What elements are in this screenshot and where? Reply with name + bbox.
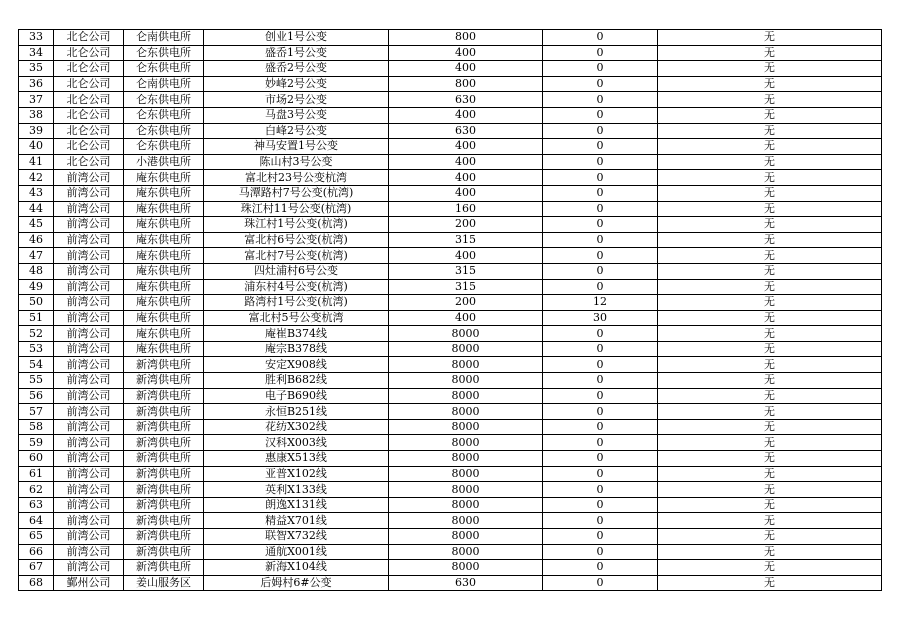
transformer-name-cell: 汉科X003线 <box>204 435 389 451</box>
capacity-cell: 400 <box>389 107 543 123</box>
company-cell: 前湾公司 <box>54 326 124 342</box>
row-number-cell: 59 <box>19 435 54 451</box>
company-cell: 前湾公司 <box>54 341 124 357</box>
transformer-name-cell: 庵崔B374线 <box>204 326 389 342</box>
capacity-cell: 630 <box>389 575 543 591</box>
value-cell: 0 <box>543 201 658 217</box>
value-cell: 0 <box>543 185 658 201</box>
remark-cell: 无 <box>658 435 882 451</box>
row-number-cell: 58 <box>19 419 54 435</box>
capacity-cell: 8000 <box>389 341 543 357</box>
table-row <box>19 388 882 404</box>
row-number-cell: 52 <box>19 326 54 342</box>
capacity-cell: 800 <box>389 76 543 92</box>
company-cell: 前湾公司 <box>54 513 124 529</box>
table-row <box>19 30 882 46</box>
value-cell: 0 <box>543 544 658 560</box>
table-row <box>19 76 882 92</box>
row-number-cell: 44 <box>19 201 54 217</box>
table-row <box>19 513 882 529</box>
row-number-cell: 40 <box>19 139 54 155</box>
table-row <box>19 341 882 357</box>
station-cell: 新湾供电所 <box>124 373 204 389</box>
table-row <box>19 139 882 155</box>
company-cell: 前湾公司 <box>54 373 124 389</box>
company-cell: 前湾公司 <box>54 170 124 186</box>
station-cell: 新湾供电所 <box>124 466 204 482</box>
table-row <box>19 248 882 264</box>
transformer-name-cell: 英利X133线 <box>204 482 389 498</box>
transformer-name-cell: 后姆村6#公变 <box>204 575 389 591</box>
value-cell: 0 <box>543 170 658 186</box>
capacity-cell: 160 <box>389 201 543 217</box>
remark-cell: 无 <box>658 419 882 435</box>
company-cell: 前湾公司 <box>54 279 124 295</box>
transformer-name-cell: 富北村23号公变杭湾 <box>204 170 389 186</box>
company-cell: 前湾公司 <box>54 482 124 498</box>
table-row <box>19 185 882 201</box>
table-row <box>19 154 882 170</box>
table-row <box>19 435 882 451</box>
transformer-name-cell: 联智X732线 <box>204 529 389 545</box>
remark-cell: 无 <box>658 217 882 233</box>
row-number-cell: 54 <box>19 357 54 373</box>
transformer-name-cell: 盛岙1号公变 <box>204 45 389 61</box>
station-cell: 仑东供电所 <box>124 45 204 61</box>
row-number-cell: 63 <box>19 497 54 513</box>
transformer-name-cell: 浦东村4号公变(杭湾) <box>204 279 389 295</box>
capacity-cell: 400 <box>389 45 543 61</box>
value-cell: 0 <box>543 482 658 498</box>
data-table <box>18 29 882 591</box>
transformer-name-cell: 永恒B251线 <box>204 404 389 420</box>
remark-cell: 无 <box>658 357 882 373</box>
table-row <box>19 357 882 373</box>
station-cell: 小港供电所 <box>124 154 204 170</box>
capacity-cell: 400 <box>389 154 543 170</box>
capacity-cell: 8000 <box>389 357 543 373</box>
table-row <box>19 232 882 248</box>
row-number-cell: 35 <box>19 61 54 77</box>
value-cell: 0 <box>543 513 658 529</box>
company-cell: 前湾公司 <box>54 497 124 513</box>
value-cell: 0 <box>543 248 658 264</box>
table-row <box>19 295 882 311</box>
remark-cell: 无 <box>658 575 882 591</box>
row-number-cell: 60 <box>19 451 54 467</box>
table-body <box>19 30 882 591</box>
transformer-name-cell: 神马安置1号公变 <box>204 139 389 155</box>
value-cell: 0 <box>543 279 658 295</box>
value-cell: 0 <box>543 263 658 279</box>
transformer-name-cell: 路湾村1号公变(杭湾) <box>204 295 389 311</box>
company-cell: 前湾公司 <box>54 263 124 279</box>
station-cell: 庵东供电所 <box>124 279 204 295</box>
transformer-name-cell: 电子B690线 <box>204 388 389 404</box>
table-row <box>19 45 882 61</box>
transformer-name-cell: 富北村7号公变(杭湾) <box>204 248 389 264</box>
station-cell: 庵东供电所 <box>124 326 204 342</box>
row-number-cell: 42 <box>19 170 54 186</box>
station-cell: 庵东供电所 <box>124 248 204 264</box>
company-cell: 前湾公司 <box>54 404 124 420</box>
station-cell: 仑东供电所 <box>124 123 204 139</box>
company-cell: 北仑公司 <box>54 107 124 123</box>
capacity-cell: 800 <box>389 30 543 46</box>
row-number-cell: 66 <box>19 544 54 560</box>
transformer-name-cell: 妙峰2号公变 <box>204 76 389 92</box>
station-cell: 新湾供电所 <box>124 435 204 451</box>
company-cell: 前湾公司 <box>54 295 124 311</box>
row-number-cell: 34 <box>19 45 54 61</box>
value-cell: 30 <box>543 310 658 326</box>
capacity-cell: 315 <box>389 279 543 295</box>
station-cell: 仑东供电所 <box>124 92 204 108</box>
table-row <box>19 170 882 186</box>
transformer-name-cell: 市场2号公变 <box>204 92 389 108</box>
row-number-cell: 57 <box>19 404 54 420</box>
company-cell: 前湾公司 <box>54 435 124 451</box>
table-row <box>19 466 882 482</box>
value-cell: 0 <box>543 497 658 513</box>
company-cell: 前湾公司 <box>54 560 124 576</box>
remark-cell: 无 <box>658 76 882 92</box>
transformer-name-cell: 庵宗B378线 <box>204 341 389 357</box>
station-cell: 仑东供电所 <box>124 139 204 155</box>
value-cell: 0 <box>543 373 658 389</box>
table-row <box>19 497 882 513</box>
remark-cell: 无 <box>658 388 882 404</box>
table-row <box>19 560 882 576</box>
capacity-cell: 400 <box>389 185 543 201</box>
company-cell: 北仑公司 <box>54 30 124 46</box>
remark-cell: 无 <box>658 482 882 498</box>
table-row <box>19 279 882 295</box>
remark-cell: 无 <box>658 154 882 170</box>
remark-cell: 无 <box>658 295 882 311</box>
remark-cell: 无 <box>658 279 882 295</box>
transformer-name-cell: 白峰2号公变 <box>204 123 389 139</box>
capacity-cell: 8000 <box>389 435 543 451</box>
transformer-name-cell: 安定X908线 <box>204 357 389 373</box>
company-cell: 鄞州公司 <box>54 575 124 591</box>
row-number-cell: 61 <box>19 466 54 482</box>
value-cell: 0 <box>543 217 658 233</box>
capacity-cell: 8000 <box>389 373 543 389</box>
station-cell: 仑东供电所 <box>124 107 204 123</box>
transformer-name-cell: 富北村6号公变(杭湾) <box>204 232 389 248</box>
remark-cell: 无 <box>658 107 882 123</box>
station-cell: 新湾供电所 <box>124 560 204 576</box>
capacity-cell: 200 <box>389 217 543 233</box>
row-number-cell: 55 <box>19 373 54 389</box>
value-cell: 0 <box>543 357 658 373</box>
row-number-cell: 41 <box>19 154 54 170</box>
company-cell: 前湾公司 <box>54 419 124 435</box>
transformer-name-cell: 四灶浦村6号公变 <box>204 263 389 279</box>
capacity-cell: 8000 <box>389 451 543 467</box>
table-row <box>19 419 882 435</box>
remark-cell: 无 <box>658 139 882 155</box>
value-cell: 0 <box>543 61 658 77</box>
station-cell: 庵东供电所 <box>124 217 204 233</box>
remark-cell: 无 <box>658 45 882 61</box>
row-number-cell: 50 <box>19 295 54 311</box>
table-row <box>19 451 882 467</box>
capacity-cell: 400 <box>389 310 543 326</box>
transformer-name-cell: 珠江村1号公变(杭湾) <box>204 217 389 233</box>
table-row <box>19 123 882 139</box>
company-cell: 北仑公司 <box>54 45 124 61</box>
row-number-cell: 45 <box>19 217 54 233</box>
table-row <box>19 482 882 498</box>
station-cell: 新湾供电所 <box>124 482 204 498</box>
value-cell: 0 <box>543 76 658 92</box>
value-cell: 0 <box>543 451 658 467</box>
table-row <box>19 107 882 123</box>
capacity-cell: 200 <box>389 295 543 311</box>
company-cell: 前湾公司 <box>54 201 124 217</box>
table-row <box>19 310 882 326</box>
station-cell: 姜山服务区 <box>124 575 204 591</box>
value-cell: 12 <box>543 295 658 311</box>
remark-cell: 无 <box>658 373 882 389</box>
remark-cell: 无 <box>658 263 882 279</box>
remark-cell: 无 <box>658 170 882 186</box>
table-row <box>19 575 882 591</box>
transformer-name-cell: 惠康X513线 <box>204 451 389 467</box>
company-cell: 前湾公司 <box>54 388 124 404</box>
row-number-cell: 65 <box>19 529 54 545</box>
transformer-name-cell: 新海X104线 <box>204 560 389 576</box>
value-cell: 0 <box>543 341 658 357</box>
capacity-cell: 400 <box>389 61 543 77</box>
station-cell: 庵东供电所 <box>124 170 204 186</box>
value-cell: 0 <box>543 45 658 61</box>
value-cell: 0 <box>543 466 658 482</box>
row-number-cell: 64 <box>19 513 54 529</box>
company-cell: 北仑公司 <box>54 123 124 139</box>
remark-cell: 无 <box>658 404 882 420</box>
station-cell: 仑南供电所 <box>124 30 204 46</box>
row-number-cell: 67 <box>19 560 54 576</box>
transformer-name-cell: 珠江村11号公变(杭湾) <box>204 201 389 217</box>
capacity-cell: 8000 <box>389 482 543 498</box>
transformer-name-cell: 富北村5号公变杭湾 <box>204 310 389 326</box>
company-cell: 北仑公司 <box>54 61 124 77</box>
company-cell: 北仑公司 <box>54 139 124 155</box>
value-cell: 0 <box>543 404 658 420</box>
capacity-cell: 8000 <box>389 560 543 576</box>
table-row <box>19 404 882 420</box>
remark-cell: 无 <box>658 30 882 46</box>
capacity-cell: 8000 <box>389 388 543 404</box>
capacity-cell: 8000 <box>389 529 543 545</box>
station-cell: 庵东供电所 <box>124 263 204 279</box>
remark-cell: 无 <box>658 451 882 467</box>
capacity-cell: 8000 <box>389 513 543 529</box>
remark-cell: 无 <box>658 513 882 529</box>
capacity-cell: 400 <box>389 248 543 264</box>
row-number-cell: 53 <box>19 341 54 357</box>
station-cell: 新湾供电所 <box>124 419 204 435</box>
remark-cell: 无 <box>658 497 882 513</box>
transformer-name-cell: 陈山村3号公变 <box>204 154 389 170</box>
station-cell: 仑东供电所 <box>124 61 204 77</box>
value-cell: 0 <box>543 560 658 576</box>
value-cell: 0 <box>543 575 658 591</box>
value-cell: 0 <box>543 107 658 123</box>
remark-cell: 无 <box>658 201 882 217</box>
row-number-cell: 46 <box>19 232 54 248</box>
company-cell: 北仑公司 <box>54 92 124 108</box>
table-row <box>19 373 882 389</box>
table-row <box>19 529 882 545</box>
remark-cell: 无 <box>658 529 882 545</box>
remark-cell: 无 <box>658 123 882 139</box>
company-cell: 前湾公司 <box>54 232 124 248</box>
row-number-cell: 68 <box>19 575 54 591</box>
remark-cell: 无 <box>658 232 882 248</box>
capacity-cell: 630 <box>389 123 543 139</box>
row-number-cell: 47 <box>19 248 54 264</box>
remark-cell: 无 <box>658 326 882 342</box>
company-cell: 北仑公司 <box>54 76 124 92</box>
transformer-name-cell: 通航X001线 <box>204 544 389 560</box>
company-cell: 前湾公司 <box>54 466 124 482</box>
capacity-cell: 8000 <box>389 497 543 513</box>
capacity-cell: 8000 <box>389 544 543 560</box>
row-number-cell: 62 <box>19 482 54 498</box>
row-number-cell: 36 <box>19 76 54 92</box>
station-cell: 庵东供电所 <box>124 310 204 326</box>
row-number-cell: 37 <box>19 92 54 108</box>
station-cell: 庵东供电所 <box>124 295 204 311</box>
table-row <box>19 217 882 233</box>
value-cell: 0 <box>543 435 658 451</box>
row-number-cell: 48 <box>19 263 54 279</box>
company-cell: 前湾公司 <box>54 529 124 545</box>
station-cell: 新湾供电所 <box>124 513 204 529</box>
remark-cell: 无 <box>658 466 882 482</box>
transformer-name-cell: 马盘3号公变 <box>204 107 389 123</box>
capacity-cell: 8000 <box>389 419 543 435</box>
station-cell: 庵东供电所 <box>124 232 204 248</box>
remark-cell: 无 <box>658 310 882 326</box>
company-cell: 前湾公司 <box>54 185 124 201</box>
transformer-name-cell: 盛岙2号公变 <box>204 61 389 77</box>
station-cell: 新湾供电所 <box>124 357 204 373</box>
station-cell: 新湾供电所 <box>124 388 204 404</box>
value-cell: 0 <box>543 388 658 404</box>
station-cell: 新湾供电所 <box>124 404 204 420</box>
remark-cell: 无 <box>658 560 882 576</box>
transformer-name-cell: 亚普X102线 <box>204 466 389 482</box>
company-cell: 前湾公司 <box>54 544 124 560</box>
station-cell: 庵东供电所 <box>124 201 204 217</box>
transformer-name-cell: 马潭路村7号公变(杭湾) <box>204 185 389 201</box>
station-cell: 庵东供电所 <box>124 185 204 201</box>
value-cell: 0 <box>543 419 658 435</box>
value-cell: 0 <box>543 30 658 46</box>
station-cell: 新湾供电所 <box>124 451 204 467</box>
row-number-cell: 38 <box>19 107 54 123</box>
remark-cell: 无 <box>658 92 882 108</box>
transformer-name-cell: 胜利B682线 <box>204 373 389 389</box>
capacity-cell: 400 <box>389 139 543 155</box>
table-row <box>19 263 882 279</box>
remark-cell: 无 <box>658 185 882 201</box>
capacity-cell: 8000 <box>389 326 543 342</box>
row-number-cell: 33 <box>19 30 54 46</box>
remark-cell: 无 <box>658 248 882 264</box>
station-cell: 庵东供电所 <box>124 341 204 357</box>
table-row <box>19 544 882 560</box>
row-number-cell: 43 <box>19 185 54 201</box>
row-number-cell: 56 <box>19 388 54 404</box>
row-number-cell: 49 <box>19 279 54 295</box>
company-cell: 前湾公司 <box>54 248 124 264</box>
remark-cell: 无 <box>658 544 882 560</box>
station-cell: 新湾供电所 <box>124 529 204 545</box>
transformer-name-cell: 创业1号公变 <box>204 30 389 46</box>
company-cell: 前湾公司 <box>54 310 124 326</box>
capacity-cell: 8000 <box>389 404 543 420</box>
value-cell: 0 <box>543 232 658 248</box>
company-cell: 前湾公司 <box>54 357 124 373</box>
value-cell: 0 <box>543 139 658 155</box>
transformer-name-cell: 花纺X302线 <box>204 419 389 435</box>
capacity-cell: 8000 <box>389 466 543 482</box>
company-cell: 前湾公司 <box>54 217 124 233</box>
company-cell: 北仑公司 <box>54 154 124 170</box>
company-cell: 前湾公司 <box>54 451 124 467</box>
remark-cell: 无 <box>658 341 882 357</box>
station-cell: 新湾供电所 <box>124 497 204 513</box>
capacity-cell: 315 <box>389 232 543 248</box>
table-row <box>19 92 882 108</box>
transformer-name-cell: 朗逸X131线 <box>204 497 389 513</box>
value-cell: 0 <box>543 529 658 545</box>
value-cell: 0 <box>543 154 658 170</box>
row-number-cell: 51 <box>19 310 54 326</box>
table-row <box>19 61 882 77</box>
value-cell: 0 <box>543 123 658 139</box>
station-cell: 新湾供电所 <box>124 544 204 560</box>
table-row <box>19 201 882 217</box>
row-number-cell: 39 <box>19 123 54 139</box>
capacity-cell: 400 <box>389 170 543 186</box>
capacity-cell: 315 <box>389 263 543 279</box>
capacity-cell: 630 <box>389 92 543 108</box>
station-cell: 仑南供电所 <box>124 76 204 92</box>
value-cell: 0 <box>543 92 658 108</box>
transformer-name-cell: 精益X701线 <box>204 513 389 529</box>
table-row <box>19 326 882 342</box>
remark-cell: 无 <box>658 61 882 77</box>
value-cell: 0 <box>543 326 658 342</box>
